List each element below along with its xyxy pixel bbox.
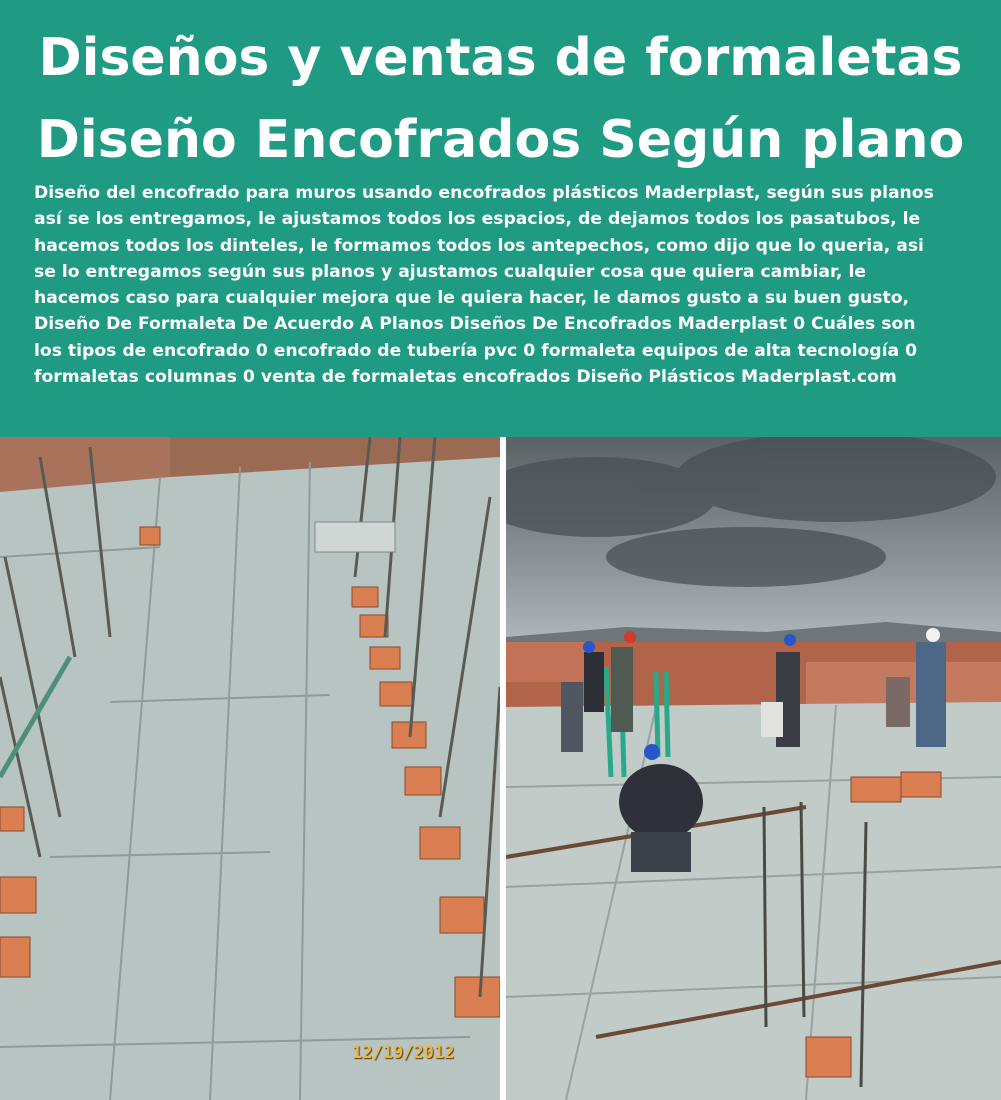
description-line: formaletas columnas 0 venta de formaletas encofrados Diseño Plásticos Maderplast.com [34, 367, 897, 388]
headline-line-2: Diseño Encofrados Según plano [36, 110, 965, 170]
photo-timestamp: 12/19/2012 [352, 1043, 455, 1063]
description-line: Diseño De Formaleta De Acuerdo A Planos Diseños De Encofrados Maderplast 0 Cuáles son [34, 314, 916, 335]
headline-line-1: Diseños y ventas de formaletas [38, 28, 963, 88]
description-line: así se los entregamos, le ajustamos todos los espacios, de dejamos todos los pasatubos, le [34, 209, 921, 230]
construction-site-illustration [506, 437, 1001, 1100]
description-line: los tipos de encofrado 0 encofrado de tubería pvc 0 formaleta equipos de alta tecnología 0 [34, 340, 918, 361]
formwork-slab-photo [0, 437, 500, 1100]
formwork-slab-illustration [0, 437, 500, 1100]
description-line: hacemos todos los dinteles, le formamos todos los antepechos, como dijo que lo queria, asi [34, 235, 924, 256]
construction-site-photo [506, 437, 1001, 1100]
description-line: Diseño del encofrado para muros usando encofrados plásticos Maderplast, según sus planos [34, 183, 934, 203]
description-line: hacemos caso para cualquier mejora que le quiera hacer, le damos gusto a su buen gusto, [34, 288, 910, 309]
header-banner [0, 0, 1001, 437]
description-line: se lo entregamos según sus planos y ajustamos cualquier cosa que quiera cambiar, le [34, 261, 866, 282]
description-paragraph [34, 180, 980, 390]
